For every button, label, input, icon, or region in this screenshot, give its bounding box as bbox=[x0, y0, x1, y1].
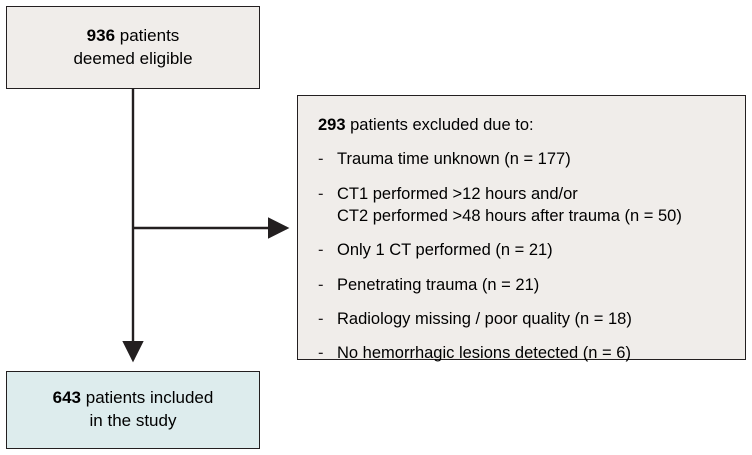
bullet-dash-icon: - bbox=[318, 241, 324, 260]
list-item bbox=[318, 275, 729, 297]
eligible-line1-rest: patients bbox=[115, 25, 180, 45]
list-item bbox=[318, 149, 729, 171]
reason-text-line1: CT1 performed >12 hours and/or bbox=[337, 184, 578, 203]
list-item bbox=[318, 184, 729, 228]
included-line1-rest: patients included bbox=[81, 388, 214, 408]
excluded-count: 293 bbox=[318, 116, 346, 134]
bullet-dash-icon: - bbox=[318, 150, 324, 169]
included-line2: in the study bbox=[89, 411, 177, 430]
reason-text: Trauma time unknown (n = 177) bbox=[337, 150, 571, 169]
exclusion-reason-list bbox=[318, 149, 729, 365]
bullet-dash-icon: - bbox=[318, 309, 324, 328]
excluded-title bbox=[318, 114, 729, 136]
node-patients-included bbox=[6, 371, 260, 449]
eligible-count: 936 bbox=[86, 25, 116, 45]
reason-text: Penetrating trauma (n = 21) bbox=[337, 275, 540, 294]
reason-text-line2: CT2 performed >48 hours after trauma (n = 50) bbox=[337, 206, 682, 225]
node-patients-included-text bbox=[53, 387, 214, 433]
reason-text: Only 1 CT performed (n = 21) bbox=[337, 241, 553, 260]
list-item bbox=[318, 309, 729, 331]
node-patients-excluded bbox=[297, 95, 746, 363]
list-item bbox=[318, 240, 729, 262]
bullet-dash-icon: - bbox=[318, 275, 324, 294]
included-count: 643 bbox=[52, 388, 82, 408]
excluded-title-rest: patients excluded due to: bbox=[345, 116, 534, 134]
reason-text-multiline bbox=[337, 184, 729, 228]
node-deemed-eligible-text bbox=[73, 25, 192, 71]
reason-text: Radiology missing / poor quality (n = 18) bbox=[337, 309, 632, 328]
eligible-line2: deemed eligible bbox=[73, 48, 193, 68]
list-item bbox=[318, 343, 729, 365]
bullet-dash-icon: - bbox=[318, 344, 324, 363]
reason-text: No hemorrhagic lesions detected (n = 6) bbox=[337, 344, 631, 363]
node-deemed-eligible bbox=[6, 6, 260, 89]
bullet-dash-icon: - bbox=[318, 184, 324, 203]
